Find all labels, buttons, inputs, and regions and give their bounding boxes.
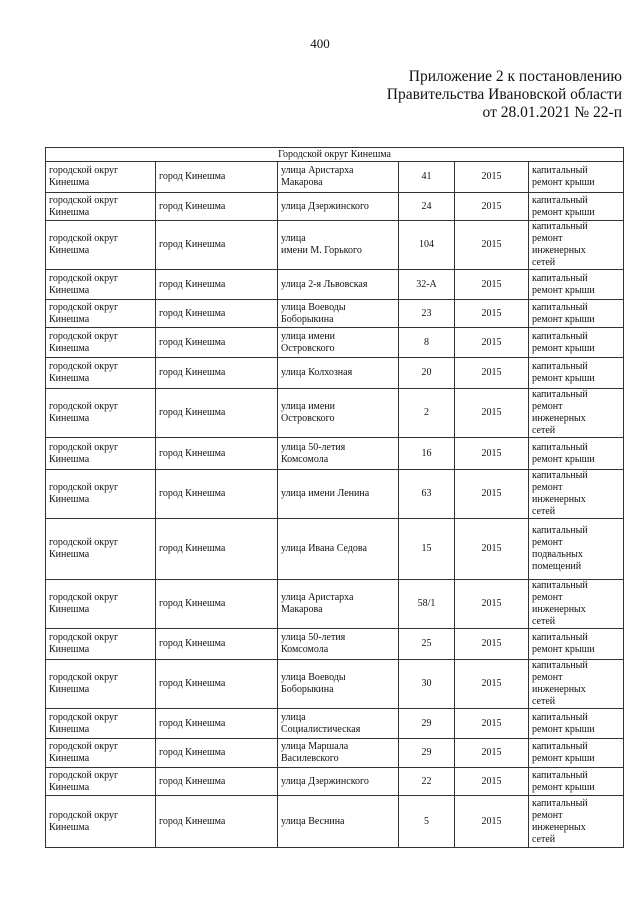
heading-line-3: от 28.01.2021 № 22-п: [482, 104, 622, 121]
cell-work: капитальный ремонт крыши: [529, 709, 624, 739]
cell-street: улица Социалистическая: [278, 709, 399, 739]
cell-settlement: город Кинешма: [156, 300, 278, 328]
cell-municipality: городской округ Кинешма: [46, 660, 156, 709]
cell-settlement: город Кинешма: [156, 162, 278, 193]
cell-house: 29: [399, 709, 455, 739]
cell-settlement: город Кинешма: [156, 389, 278, 438]
cell-work: капитальный ремонт крыши: [529, 358, 624, 389]
cell-year: 2015: [455, 470, 529, 519]
section-title-row: [46, 148, 624, 162]
cell-settlement: город Кинешма: [156, 328, 278, 358]
cell-year: 2015: [455, 328, 529, 358]
cell-work: капитальный ремонт крыши: [529, 193, 624, 221]
cell-street: улица имени Островского: [278, 389, 399, 438]
housing-repair-table: [45, 147, 624, 848]
cell-work: капитальный ремонт подвальных помещений: [529, 519, 624, 580]
cell-year: 2015: [455, 193, 529, 221]
table-row: [46, 162, 624, 193]
table-row: [46, 796, 624, 848]
cell-municipality: городской округ Кинешма: [46, 270, 156, 300]
table-row: [46, 358, 624, 389]
cell-municipality: городской округ Кинешма: [46, 300, 156, 328]
cell-settlement: город Кинешма: [156, 660, 278, 709]
cell-house: 5: [399, 796, 455, 848]
table-row: [46, 193, 624, 221]
cell-work: капитальный ремонт инженерных сетей: [529, 580, 624, 629]
cell-year: 2015: [455, 580, 529, 629]
cell-house: 24: [399, 193, 455, 221]
cell-year: 2015: [455, 709, 529, 739]
cell-year: 2015: [455, 629, 529, 660]
cell-municipality: городской округ Кинешма: [46, 358, 156, 389]
cell-work: капитальный ремонт инженерных сетей: [529, 796, 624, 848]
cell-house: 22: [399, 768, 455, 796]
cell-year: 2015: [455, 519, 529, 580]
section-title: Городской округ Кинешма: [46, 148, 624, 162]
cell-house: 63: [399, 470, 455, 519]
cell-street: улица Аристарха Макарова: [278, 162, 399, 193]
cell-house: 41: [399, 162, 455, 193]
cell-year: 2015: [455, 438, 529, 470]
cell-work: капитальный ремонт крыши: [529, 629, 624, 660]
page-number: 400: [310, 36, 330, 51]
cell-municipality: городской округ Кинешма: [46, 580, 156, 629]
cell-settlement: город Кинешма: [156, 629, 278, 660]
document-heading: [387, 68, 622, 122]
cell-house: 23: [399, 300, 455, 328]
cell-work: капитальный ремонт инженерных сетей: [529, 660, 624, 709]
table-row: [46, 580, 624, 629]
cell-street: улица Веснина: [278, 796, 399, 848]
cell-year: 2015: [455, 739, 529, 768]
cell-year: 2015: [455, 358, 529, 389]
cell-house: 29: [399, 739, 455, 768]
cell-street: улица имени М. Горького: [278, 221, 399, 270]
cell-settlement: город Кинешма: [156, 193, 278, 221]
cell-house: 32-А: [399, 270, 455, 300]
table-row: [46, 300, 624, 328]
cell-work: капитальный ремонт крыши: [529, 739, 624, 768]
cell-municipality: городской округ Кинешма: [46, 768, 156, 796]
cell-house: 2: [399, 389, 455, 438]
cell-municipality: городской округ Кинешма: [46, 709, 156, 739]
cell-street: улица Аристарха Макарова: [278, 580, 399, 629]
table-row: [46, 328, 624, 358]
cell-street: улица 50-летия Комсомола: [278, 629, 399, 660]
cell-year: 2015: [455, 768, 529, 796]
cell-year: 2015: [455, 162, 529, 193]
cell-municipality: городской округ Кинешма: [46, 796, 156, 848]
cell-house: 104: [399, 221, 455, 270]
cell-municipality: городской округ Кинешма: [46, 221, 156, 270]
cell-year: 2015: [455, 389, 529, 438]
cell-street: улица Дзержинского: [278, 768, 399, 796]
cell-house: 58/1: [399, 580, 455, 629]
table-row: [46, 389, 624, 438]
cell-work: капитальный ремонт крыши: [529, 328, 624, 358]
cell-street: улица Колхозная: [278, 358, 399, 389]
table-row: [46, 221, 624, 270]
cell-year: 2015: [455, 270, 529, 300]
cell-year: 2015: [455, 300, 529, 328]
cell-settlement: город Кинешма: [156, 470, 278, 519]
cell-work: капитальный ремонт крыши: [529, 270, 624, 300]
cell-work: капитальный ремонт крыши: [529, 300, 624, 328]
cell-street: улица Дзержинского: [278, 193, 399, 221]
cell-house: 8: [399, 328, 455, 358]
cell-work: капитальный ремонт крыши: [529, 162, 624, 193]
cell-house: 15: [399, 519, 455, 580]
table-row: [46, 629, 624, 660]
cell-street: улица Воеводы Боборыкина: [278, 300, 399, 328]
cell-municipality: городской округ Кинешма: [46, 470, 156, 519]
cell-settlement: город Кинешма: [156, 270, 278, 300]
cell-house: 16: [399, 438, 455, 470]
table-row: [46, 438, 624, 470]
cell-municipality: городской округ Кинешма: [46, 328, 156, 358]
cell-house: 20: [399, 358, 455, 389]
table-row: [46, 470, 624, 519]
cell-settlement: город Кинешма: [156, 519, 278, 580]
cell-street: улица Воеводы Боборыкина: [278, 660, 399, 709]
cell-street: улица 50-летия Комсомола: [278, 438, 399, 470]
table-row: [46, 270, 624, 300]
cell-settlement: город Кинешма: [156, 438, 278, 470]
cell-municipality: городской округ Кинешма: [46, 389, 156, 438]
cell-municipality: городской округ Кинешма: [46, 739, 156, 768]
cell-house: 30: [399, 660, 455, 709]
cell-municipality: городской округ Кинешма: [46, 438, 156, 470]
table-row: [46, 660, 624, 709]
cell-street: улица имени Островского: [278, 328, 399, 358]
cell-settlement: город Кинешма: [156, 580, 278, 629]
cell-house: 25: [399, 629, 455, 660]
table-row: [46, 739, 624, 768]
cell-work: капитальный ремонт инженерных сетей: [529, 389, 624, 438]
cell-work: капитальный ремонт инженерных сетей: [529, 470, 624, 519]
cell-year: 2015: [455, 796, 529, 848]
cell-work: капитальный ремонт инженерных сетей: [529, 221, 624, 270]
cell-settlement: город Кинешма: [156, 709, 278, 739]
cell-street: улица Маршала Василевского: [278, 739, 399, 768]
cell-settlement: город Кинешма: [156, 358, 278, 389]
cell-municipality: городской округ Кинешма: [46, 629, 156, 660]
cell-work: капитальный ремонт крыши: [529, 768, 624, 796]
cell-year: 2015: [455, 221, 529, 270]
cell-street: улица имени Ленина: [278, 470, 399, 519]
cell-municipality: городской округ Кинешма: [46, 519, 156, 580]
heading-line-2: Правительства Ивановской области: [386, 86, 622, 103]
cell-settlement: город Кинешма: [156, 221, 278, 270]
cell-work: капитальный ремонт крыши: [529, 438, 624, 470]
cell-street: улица 2-я Львовская: [278, 270, 399, 300]
heading-line-1: Приложение 2 к постановлению: [408, 68, 622, 85]
cell-year: 2015: [455, 660, 529, 709]
table-row: [46, 519, 624, 580]
cell-municipality: городской округ Кинешма: [46, 193, 156, 221]
table-row: [46, 709, 624, 739]
cell-street: улица Ивана Седова: [278, 519, 399, 580]
cell-settlement: город Кинешма: [156, 768, 278, 796]
cell-municipality: городской округ Кинешма: [46, 162, 156, 193]
cell-settlement: город Кинешма: [156, 739, 278, 768]
cell-settlement: город Кинешма: [156, 796, 278, 848]
table-row: [46, 768, 624, 796]
